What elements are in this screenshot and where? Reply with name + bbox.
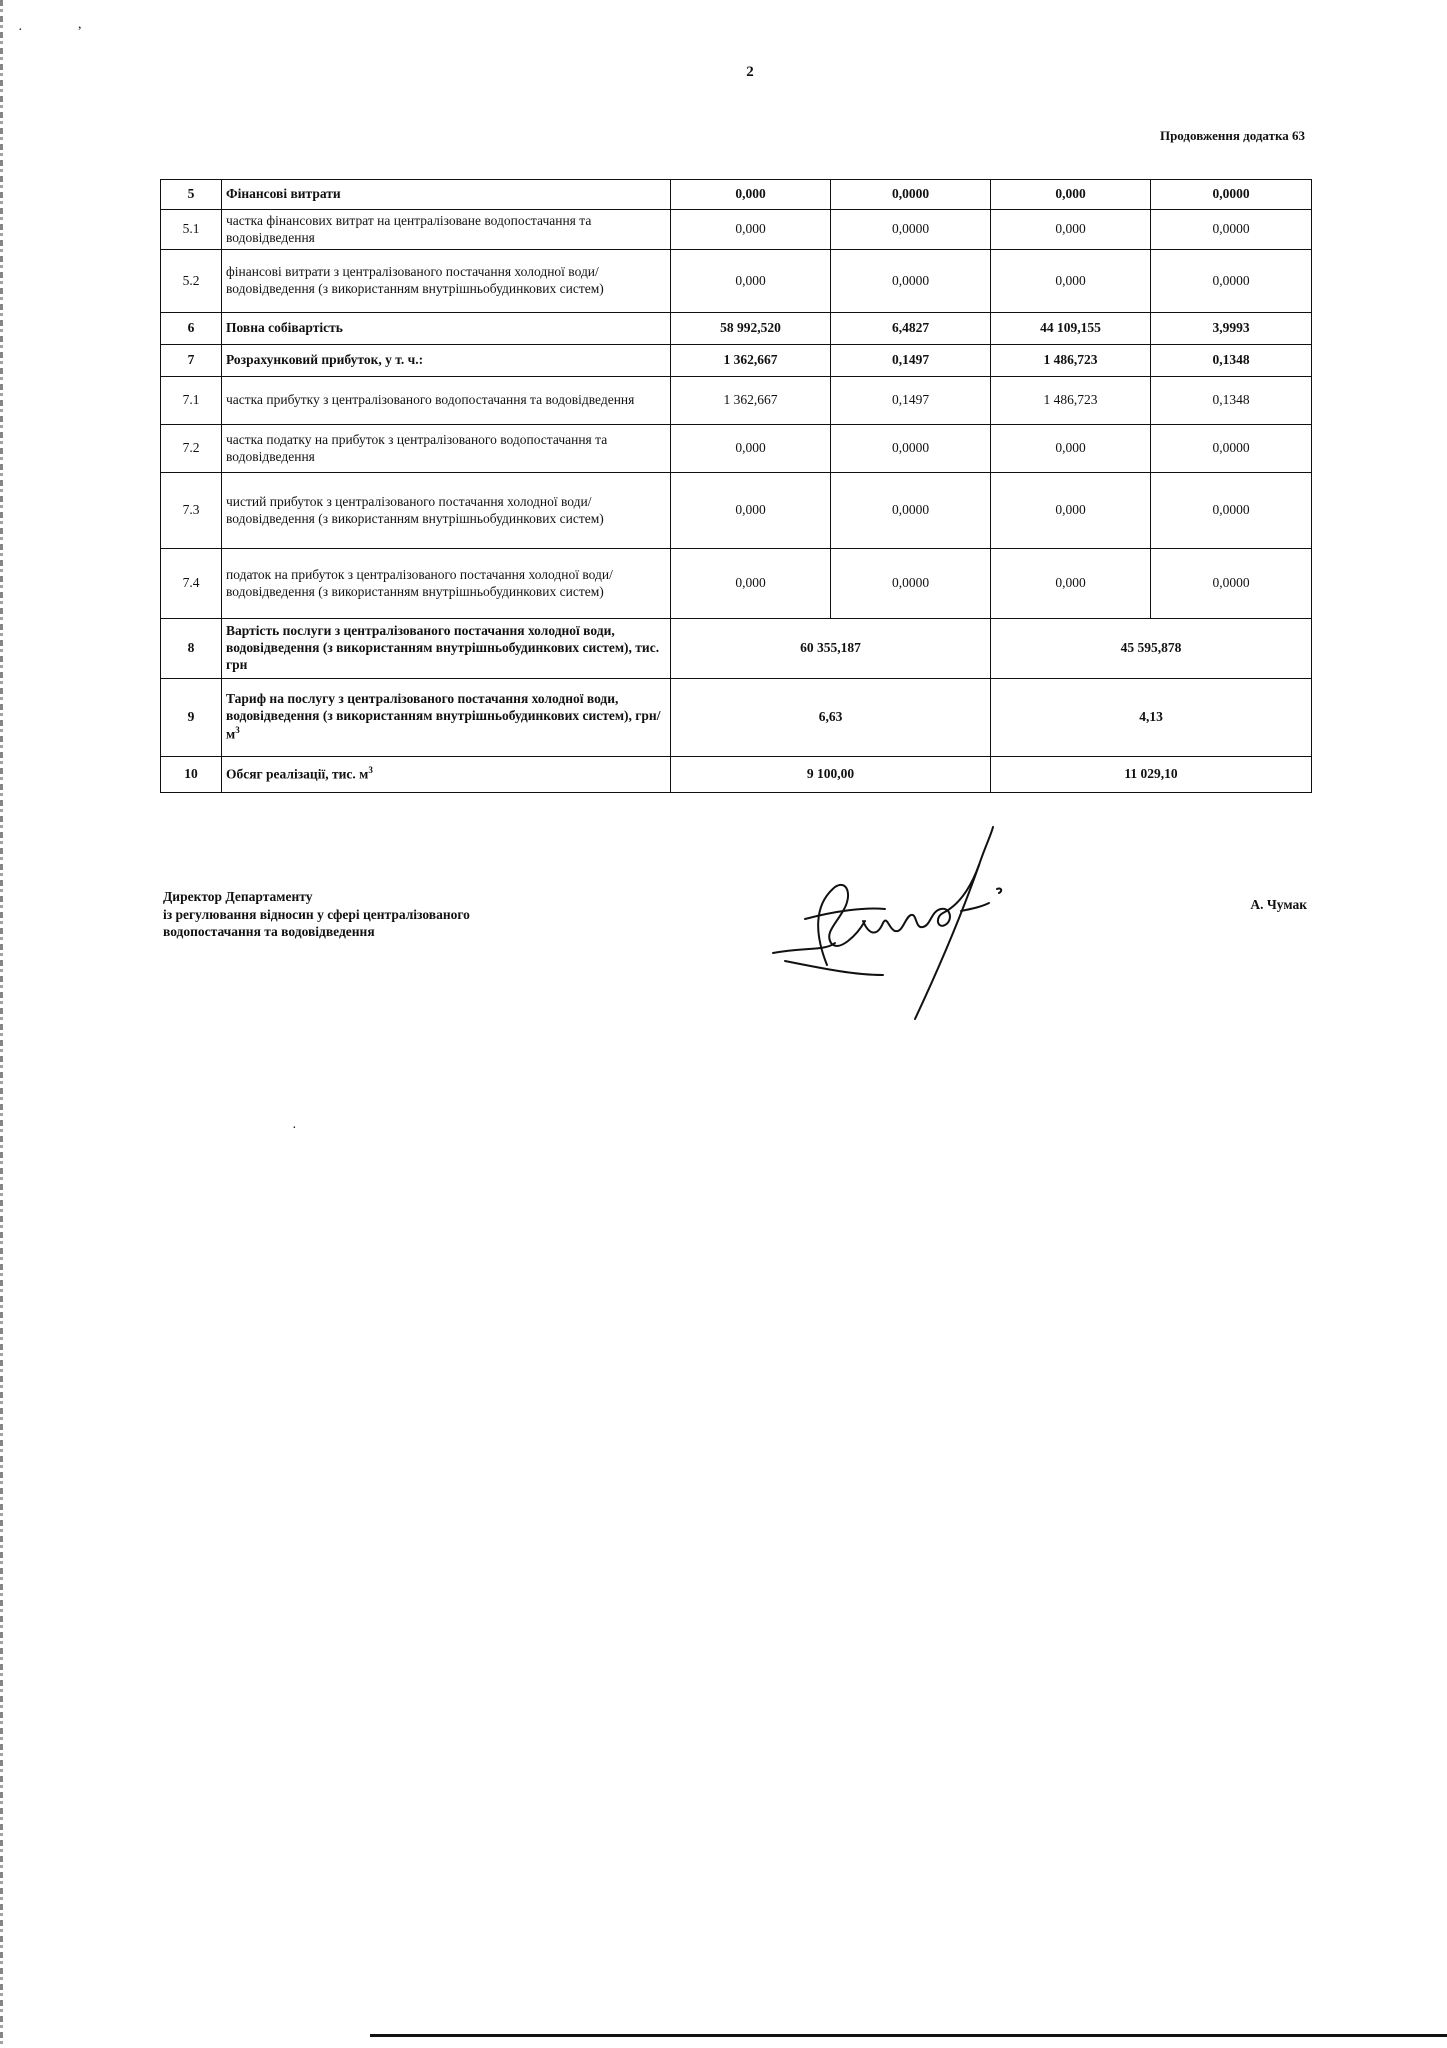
- signer-title-line: із регулювання відносин у сфері централізованого: [163, 906, 470, 922]
- cell-value: 0,000: [991, 210, 1151, 250]
- row-number: 7.4: [161, 549, 222, 619]
- cell-value: 9 100,00: [671, 757, 991, 793]
- scan-speck: ·: [18, 23, 23, 38]
- handwritten-signature: [765, 825, 1025, 1025]
- table-row: [161, 757, 1312, 793]
- cell-value: 0,000: [991, 425, 1151, 473]
- row-label: Розрахунковий прибуток, у т. ч.:: [222, 345, 671, 377]
- row-label: фінансові витрати з централізованого постачання холодної води/водовідведення (з використанням внутрішньобудинкових систем): [222, 250, 671, 313]
- tariff-table: [160, 179, 1312, 793]
- cell-value: 0,0000: [831, 180, 991, 210]
- table-row: [161, 210, 1312, 250]
- row-number: 5.2: [161, 250, 222, 313]
- table-row: [161, 679, 1312, 757]
- cell-value: 0,1497: [831, 377, 991, 425]
- signer-title-line: Директор Департаменту: [163, 889, 313, 904]
- cell-value: 58 992,520: [671, 313, 831, 345]
- label-text: Обсяг реалізації, тис. м: [226, 766, 369, 782]
- row-label: податок на прибуток з централізованого постачання холодної води/водовідведення (з використанням внутрішньобудинкових систем): [222, 549, 671, 619]
- row-number: 9: [161, 679, 222, 757]
- row-label: Вартість послуги з централізованого постачання холодної води, водовідведення (з використанням внутрішньобудинкових систем), тис. грн: [222, 619, 671, 679]
- row-label: [222, 679, 671, 757]
- cell-value: 0,0000: [1151, 180, 1312, 210]
- cell-value: 3,9993: [1151, 313, 1312, 345]
- cell-value: 0,000: [671, 549, 831, 619]
- cell-value: 0,000: [671, 473, 831, 549]
- table-row: [161, 619, 1312, 679]
- cell-value: 0,000: [991, 180, 1151, 210]
- cell-value: 0,0000: [831, 473, 991, 549]
- cell-value: 44 109,155: [991, 313, 1151, 345]
- scan-left-edge: [0, 0, 3, 2048]
- table-row: [161, 250, 1312, 313]
- cell-value: 0,000: [991, 549, 1151, 619]
- cell-value: 1 486,723: [991, 345, 1151, 377]
- row-number: 5: [161, 180, 222, 210]
- page-number: 2: [746, 64, 754, 80]
- signer-title: [163, 888, 633, 941]
- cell-value: 0,0000: [1151, 549, 1312, 619]
- cell-value: 60 355,187: [671, 619, 991, 679]
- cell-value: 4,13: [991, 679, 1312, 757]
- superscript: 3: [368, 765, 373, 776]
- cell-value: 1 362,667: [671, 377, 831, 425]
- cell-value: 0,1348: [1151, 377, 1312, 425]
- cell-value: 0,0000: [1151, 250, 1312, 313]
- signer-name: А. Чумак: [1250, 897, 1307, 912]
- cell-value: 0,0000: [831, 549, 991, 619]
- row-number: 10: [161, 757, 222, 793]
- continuation-note: Продовження додатка 63: [1159, 128, 1305, 143]
- scan-speck: ·: [292, 1121, 297, 1136]
- row-label: Повна собівартість: [222, 313, 671, 345]
- superscript: 3: [235, 725, 240, 736]
- cell-value: 0,0000: [1151, 425, 1312, 473]
- row-number: 8: [161, 619, 222, 679]
- cell-value: 0,0000: [1151, 473, 1312, 549]
- cell-value: 0,0000: [1151, 210, 1312, 250]
- cell-value: 0,000: [671, 180, 831, 210]
- cell-value: 1 362,667: [671, 345, 831, 377]
- row-number: 7.2: [161, 425, 222, 473]
- scan-bottom-rule: [370, 2034, 1447, 2037]
- cell-value: 45 595,878: [991, 619, 1312, 679]
- table-row: [161, 345, 1312, 377]
- signer-title-line: водопостачання та водовідведення: [163, 924, 375, 940]
- row-label: [222, 757, 671, 793]
- row-label: частка податку на прибуток з централізованого водопостачання та водовідведення: [222, 425, 671, 473]
- cell-value: 0,000: [671, 250, 831, 313]
- row-label: частка прибутку з централізованого водопостачання та водовідведення: [222, 377, 671, 425]
- cell-value: 0,000: [991, 473, 1151, 549]
- cell-value: 0,0000: [831, 425, 991, 473]
- table-row: [161, 313, 1312, 345]
- row-number: 6: [161, 313, 222, 345]
- row-number: 5.1: [161, 210, 222, 250]
- cell-value: 0,000: [991, 250, 1151, 313]
- table-row: [161, 549, 1312, 619]
- cell-value: 0,1497: [831, 345, 991, 377]
- cell-value: 0,0000: [831, 250, 991, 313]
- scan-speck: ,: [78, 17, 82, 32]
- row-number: 7.1: [161, 377, 222, 425]
- cell-value: 6,63: [671, 679, 991, 757]
- label-text: Тариф на послугу з централізованого постачання холодної води, водовідведення (з використанням внутрішньобудинкових систем), грн/м: [226, 691, 661, 742]
- cell-value: 0,0000: [831, 210, 991, 250]
- table-row: [161, 180, 1312, 210]
- cell-value: 6,4827: [831, 313, 991, 345]
- row-label: Фінансові витрати: [222, 180, 671, 210]
- cell-value: 0,000: [671, 425, 831, 473]
- row-number: 7.3: [161, 473, 222, 549]
- cell-value: 0,000: [671, 210, 831, 250]
- row-label: чистий прибуток з централізованого постачання холодної води/водовідведення (з використанням внутрішньобудинкових систем): [222, 473, 671, 549]
- cell-value: 11 029,10: [991, 757, 1312, 793]
- cell-value: 1 486,723: [991, 377, 1151, 425]
- table-row: [161, 473, 1312, 549]
- table-row: [161, 425, 1312, 473]
- table-row: [161, 377, 1312, 425]
- row-number: 7: [161, 345, 222, 377]
- row-label: частка фінансових витрат на централізоване водопостачання та водовідведення: [222, 210, 671, 250]
- cell-value: 0,1348: [1151, 345, 1312, 377]
